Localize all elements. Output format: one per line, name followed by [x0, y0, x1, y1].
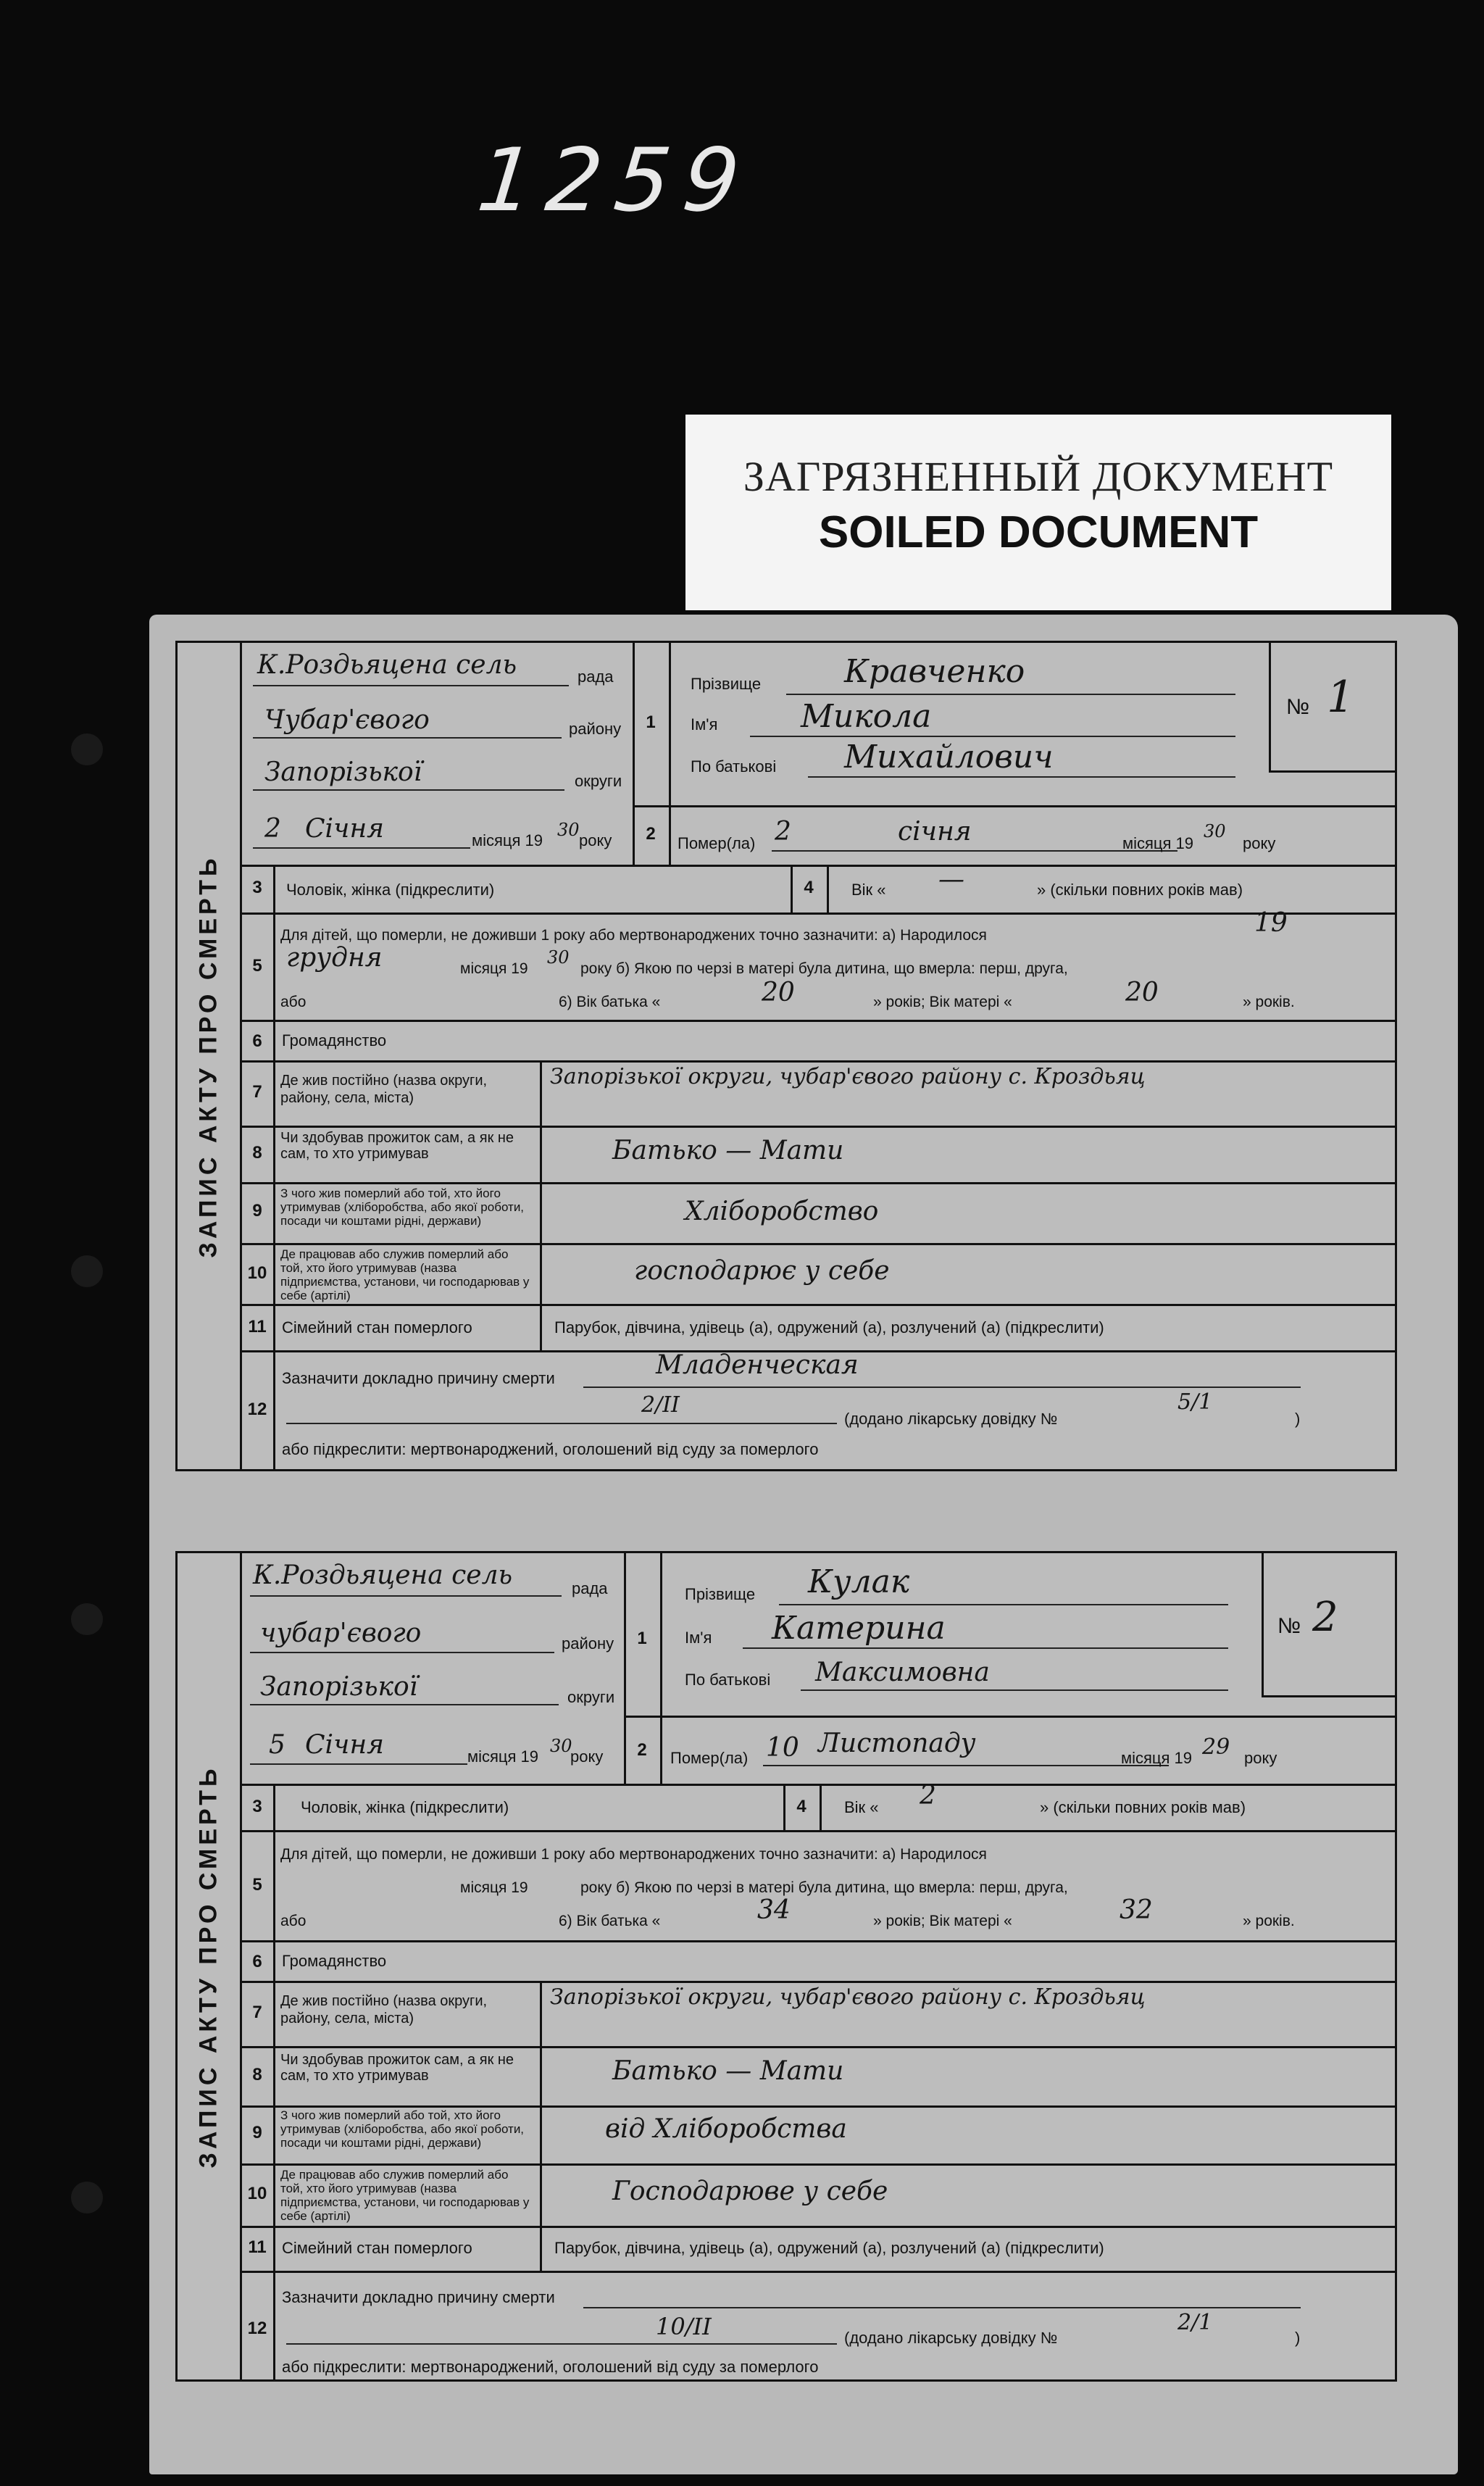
patronymic-value: Михайлович: [844, 739, 1054, 776]
doctor-note-label: (додано лікарську довідку №: [844, 2329, 1058, 2347]
row-number: 4: [796, 1797, 806, 1816]
livelihood-label: Чи здобував прожиток сам, а як не сам, то хто утримував: [280, 2052, 514, 2084]
doctor-no-value: 5/1: [1177, 1389, 1213, 1415]
death-year-value: 30: [1204, 821, 1226, 841]
raion-label: району: [569, 720, 622, 738]
village-council-value: К.Роздьяцена сель: [253, 1560, 513, 1590]
row-number: 11: [248, 1317, 267, 1336]
name-label: Ім'я: [685, 1629, 712, 1647]
row-number: 2: [637, 1740, 647, 1760]
employ-value: господарює у себе: [634, 1256, 890, 1286]
reg-month-value: Січня: [305, 814, 385, 844]
born-month-label: місяця 19: [460, 1879, 528, 1896]
cause-value: Младенческая: [656, 1350, 859, 1380]
income-value: Хліборобство: [685, 1197, 879, 1226]
livelihood-label: Чи здобував прожиток сам, а як не сам, то хто утримував: [280, 1130, 514, 1162]
roku-label: року: [1243, 834, 1276, 852]
soiled-label-ru: ЗАГРЯЗНЕННЫЙ ДОКУМЕНТ: [743, 453, 1334, 500]
death-record-2: [175, 1551, 1397, 2382]
punch-hole: [71, 1603, 103, 1635]
sex-label: Чоловік, жінка (підкреслити): [286, 881, 495, 899]
raion-label: району: [562, 1634, 614, 1653]
number-label: №: [1286, 695, 1310, 719]
row-number: 12: [247, 2319, 267, 2338]
rada-label: рада: [578, 668, 614, 686]
misyatsia-label: місяця 19: [472, 831, 543, 849]
row-number: 6: [252, 1031, 262, 1051]
row-number: 11: [248, 2237, 267, 2257]
employ-value: Господарюве у себе: [612, 2177, 888, 2206]
income-value: від Хліборобства: [605, 2114, 847, 2144]
father-age-label: 6) Вік батька «: [559, 994, 661, 1010]
death-day-value: 2: [775, 817, 791, 847]
income-label: З чого жив померлий або той, хто його утримував (хліборобства, або якої роботи, посади чи коштами рідні, держави): [280, 1186, 525, 1228]
citizenship-label: Громадянство: [282, 1952, 387, 1970]
rada-label: рада: [572, 1579, 608, 1597]
row-number: 5: [252, 1875, 262, 1895]
row-number: 7: [252, 1082, 262, 1102]
born-month-label: місяця 19: [460, 960, 528, 977]
sheet-number: 1259: [472, 130, 757, 231]
cause-date-value: 2/II: [641, 1392, 680, 1418]
row-number: 7: [252, 2003, 262, 2022]
raion-value: чубар'євого: [260, 1618, 422, 1648]
row-number: 9: [252, 2123, 262, 2142]
okruhy-label: округи: [575, 772, 622, 790]
misyatsia-label: місяця 19: [1121, 1749, 1193, 1767]
roku-label: року: [570, 1747, 604, 1766]
row-number: 1: [637, 1629, 647, 1648]
reg-year-value: 30: [557, 820, 580, 840]
okruhy-label: округи: [567, 1688, 615, 1706]
soiled-label-en: SOILED DOCUMENT: [818, 507, 1259, 557]
misyatsia-label: місяця 19: [467, 1747, 539, 1766]
family-label: Сімейний стан померлого: [282, 2239, 472, 2257]
surname-label: Прізвище: [685, 1585, 756, 1603]
punch-hole: [71, 1255, 103, 1287]
name-value: Катерина: [772, 1610, 946, 1647]
row-number: 9: [252, 1201, 262, 1221]
death-year-value: 29: [1202, 1734, 1230, 1760]
row-number: 8: [252, 1143, 262, 1163]
record-side-title: ЗАПИС АКТУ ПРО СМЕРТЬ: [178, 643, 242, 1469]
misyatsia-label: місяця 19: [1122, 834, 1194, 852]
mother-age-value: 32: [1120, 1895, 1153, 1925]
death-month-value: Листопаду: [818, 1729, 976, 1758]
father-age-value: 20: [762, 978, 795, 1007]
row-number: 2: [646, 824, 656, 844]
income-label: З чого жив померлий або той, хто його утримував (хліборобства, або якої роботи, посади чи коштами рідні, держави): [280, 2108, 525, 2150]
father-age-value: 34: [757, 1895, 791, 1925]
born-month-value: грудня: [286, 943, 383, 973]
okruha-value: Запорізької: [260, 1672, 418, 1702]
mother-age-label: » років; Вік матері «: [873, 1913, 1012, 1929]
number-label: №: [1277, 1614, 1301, 1638]
cause-label: Зазначити докладно причину смерти: [282, 2288, 555, 2306]
record-side-title: ЗАПИС АКТУ ПРО СМЕРТЬ: [178, 1553, 242, 2379]
row-number: 1: [646, 712, 656, 732]
row-number: 3: [252, 1797, 262, 1816]
reg-year-value: 30: [550, 1736, 572, 1756]
years-label: » років.: [1243, 994, 1295, 1010]
children-intro: Для дітей, що померли, не доживши 1 року або мертвонароджених точно зазначити: а) Народилося: [280, 927, 987, 944]
livelihood-value: Батько — Мати: [612, 2056, 844, 2086]
roku-label: року: [1244, 1749, 1277, 1767]
reg-day-value: 2: [264, 814, 281, 844]
row-number: 5: [252, 956, 262, 976]
surname-value: Кравченко: [844, 653, 1025, 690]
paren-close: ): [1295, 2329, 1301, 2347]
doctor-no-value: 2/1: [1177, 2310, 1213, 2335]
died-label: Помер(ла): [670, 1749, 749, 1767]
row-number: 3: [252, 878, 262, 897]
age-value: —: [938, 865, 964, 894]
abo-label: або: [280, 994, 307, 1010]
row-number: 12: [247, 1400, 267, 1419]
sex-label: Чоловік, жінка (підкреслити): [301, 1798, 509, 1816]
residence-value: Запорізької округи, чубар'євого району с. Кроздьяц: [550, 1064, 1146, 1089]
mother-age-label: » років; Вік матері «: [873, 994, 1012, 1010]
born-day-value: 19: [1254, 908, 1288, 938]
child-order-label: року б) Якою по черзі в матері була дитина, що вмерла: перш, друга,: [580, 1879, 1068, 1896]
employ-label: Де працював або служив померлий або той, хто його утримував (назва підприємства, установи, чи господарював у себе (артілі): [280, 2168, 530, 2223]
row-number: 10: [247, 1263, 267, 1283]
children-intro: Для дітей, що померли, не доживши 1 року або мертвонароджених точно зазначити: а) Народилося: [280, 1846, 987, 1863]
patronymic-label: По батькові: [685, 1671, 771, 1689]
row-number: 10: [247, 2184, 267, 2203]
family-label: Сімейний стан померлого: [282, 1318, 472, 1336]
name-value: Микола: [801, 698, 932, 735]
reg-month-value: Січня: [305, 1730, 385, 1760]
age-value: 2: [920, 1781, 936, 1811]
roku-label: року: [579, 831, 612, 849]
stillborn-label: або підкреслити: мертвонароджений, оголошений від суду за померлого: [282, 1440, 819, 1458]
punch-hole: [71, 2182, 103, 2213]
name-label: Ім'я: [691, 715, 718, 733]
residence-label: Де жив постійно (назва округи, району, села, міста): [280, 1073, 488, 1106]
child-order-label: року б) Якою по черзі в матері була дитина, що вмерла: перш, друга,: [580, 960, 1068, 977]
years-label: » років.: [1243, 1913, 1295, 1929]
died-label: Помер(ла): [678, 834, 756, 852]
soiled-document-label: [685, 415, 1391, 610]
punch-hole: [71, 733, 103, 765]
patronymic-value: Максимовна: [815, 1658, 990, 1687]
abo-label: або: [280, 1913, 307, 1929]
row-number: 8: [252, 2065, 262, 2084]
livelihood-value: Батько — Мати: [612, 1136, 844, 1165]
paren-close: ): [1295, 1410, 1301, 1428]
cause-label: Зазначити докладно причину смерти: [282, 1369, 555, 1387]
okruha-value: Запорізької: [264, 757, 422, 787]
age-hint-label: » (скільки повних років мав): [1037, 881, 1243, 899]
row-number: 6: [252, 1952, 262, 1971]
residence-label: Де жив постійно (назва округи, району, села, міста): [280, 1993, 488, 2026]
patronymic-label: По батькові: [691, 757, 777, 776]
record-number-value: 2: [1312, 1594, 1338, 1641]
doctor-note-label: (додано лікарську довідку №: [844, 1410, 1058, 1428]
surname-label: Прізвище: [691, 675, 762, 693]
born-year-value: 30: [547, 947, 570, 968]
family-options: Парубок, дівчина, удівець (а), одружений (а), розлучений (а) (підкреслити): [554, 2239, 1104, 2257]
citizenship-label: Громадянство: [282, 1031, 387, 1049]
surname-value: Кулак: [808, 1563, 910, 1600]
mother-age-value: 20: [1125, 978, 1159, 1007]
death-record-1: [175, 641, 1397, 1471]
reg-day-value: 5: [269, 1730, 285, 1760]
residence-value: Запорізької округи, чубар'євого району с. Кроздьяц: [550, 1984, 1146, 2010]
age-label: Вік «: [844, 1798, 879, 1816]
age-hint-label: » (скільки повних років мав): [1040, 1798, 1246, 1816]
row-number: 4: [804, 878, 814, 897]
death-month-value: січня: [898, 817, 972, 847]
age-label: Вік «: [851, 881, 886, 899]
raion-value: Чубар'євого: [264, 705, 430, 735]
record-number-value: 1: [1327, 672, 1355, 723]
village-council-value: К.Роздьяцена сель: [257, 650, 517, 680]
father-age-label: 6) Вік батька «: [559, 1913, 661, 1929]
stillborn-label: або підкреслити: мертвонароджений, оголошений від суду за померлого: [282, 2358, 819, 2376]
family-options: Парубок, дівчина, удівець (а), одружений (а), розлучений (а) (підкреслити): [554, 1318, 1104, 1336]
employ-label: Де працював або служив померлий або той, хто його утримував (назва підприємства, установи, чи господарював у себе (артілі): [280, 1247, 530, 1302]
death-day-value: 10: [766, 1733, 799, 1763]
cause-date-value: 10/II: [656, 2313, 712, 2340]
